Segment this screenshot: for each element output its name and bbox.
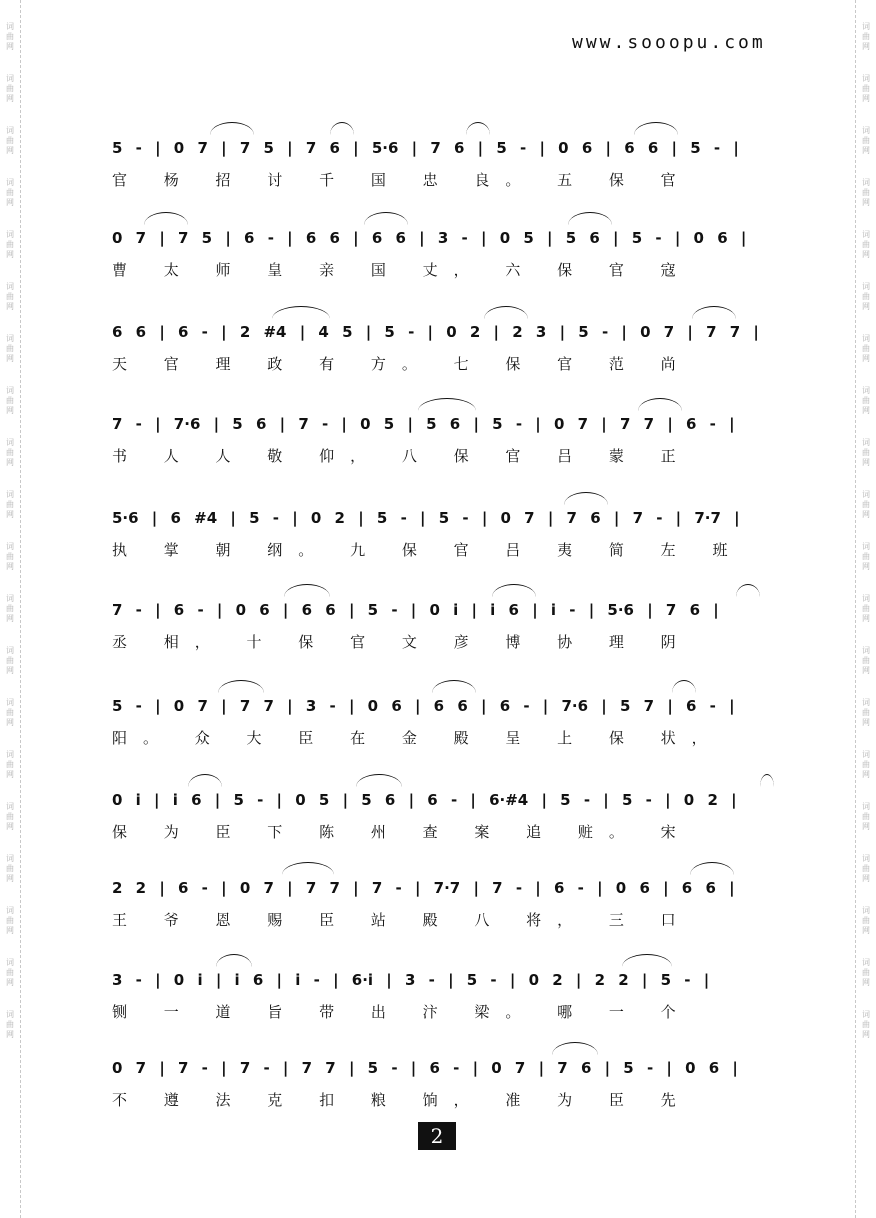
- lyrics-line: 铡 一 道 旨 带 出 汴 梁。 哪 一 个: [112, 1003, 692, 1021]
- notation-line: 0 7 | 7 - | 7 - | 7 7 | 5 - | 6 - | 0 7 | 7 6 | 5 - | 0 6 |: [112, 1059, 738, 1077]
- notation-line: 5·6 | 6 #4 | 5 - | 0 2 | 5 - | 5 - | 0 7 | 7 6 | 7 - | 7·7 |: [112, 509, 740, 527]
- notation-line: 5 - | 0 7 | 7 7 | 3 - | 0 6 | 6 6 | 6 - | 7·6 | 5 7 | 6 - |: [112, 697, 735, 715]
- lyrics-line: 阳。 众 大 臣 在 金 殿 呈 上 保 状，: [112, 729, 723, 747]
- margin-watermark: 词 曲 网: [6, 750, 14, 779]
- margin-watermark: 词 曲 网: [862, 646, 870, 675]
- margin-watermark: 词 曲 网: [6, 282, 14, 311]
- margin-watermark: 词 曲 网: [862, 282, 870, 311]
- margin-watermark: 词 曲 网: [6, 542, 14, 571]
- lyrics-line: 书 人 人 敬 仰， 八 保 官 吕 蒙 正: [112, 447, 692, 465]
- margin-watermark: 词 曲 网: [6, 906, 14, 935]
- margin-watermark: 词 曲 网: [6, 802, 14, 831]
- lyrics-line: 执 掌 朝 纲。 九 保 官 吕 夷 简 左 班: [112, 541, 744, 559]
- score-row: [112, 872, 772, 929]
- margin-watermark: 词 曲 网: [6, 1010, 14, 1039]
- lyrics-line: 丞 相， 十 保 官 文 彦 博 协 理 阴: [112, 633, 692, 651]
- margin-watermark: 词 曲 网: [862, 178, 870, 207]
- score-row: [112, 222, 772, 279]
- notation-line: 0 i | i 6 | 5 - | 0 5 | 5 6 | 6 - | 6·#4 | 5 - | 5 - | 0 2 |: [112, 791, 737, 809]
- score-row: [112, 690, 772, 747]
- margin-watermark: 词 曲 网: [862, 958, 870, 987]
- margin-watermark: 词 曲 网: [862, 22, 870, 51]
- notation-line: 0 7 | 7 5 | 6 - | 6 6 | 6 6 | 3 - | 0 5 | 5 6 | 5 - | 0 6 |: [112, 229, 747, 247]
- margin-watermark: 词 曲 网: [6, 230, 14, 259]
- margin-watermark: 词 曲 网: [862, 750, 870, 779]
- margin-watermark: 词 曲 网: [6, 438, 14, 467]
- score-row: [112, 784, 772, 841]
- notation-line: 3 - | 0 i | i 6 | i - | 6·i | 3 - | 5 - | 0 2 | 2 2 | 5 - |: [112, 971, 710, 989]
- score-row: [112, 132, 772, 189]
- score-row: [112, 964, 772, 1021]
- margin-watermark: 词 曲 网: [6, 126, 14, 155]
- margin-watermark: 词 曲 网: [862, 854, 870, 883]
- score-row: [112, 408, 772, 465]
- margin-watermark: 词 曲 网: [6, 74, 14, 103]
- margin-watermark: 词 曲 网: [862, 386, 870, 415]
- notation-line: 7 - | 6 - | 0 6 | 6 6 | 5 - | 0 i | i 6 | i - | 5·6 | 7 6 |: [112, 601, 719, 619]
- margin-watermark: 词 曲 网: [862, 126, 870, 155]
- margin-watermark: 词 曲 网: [6, 958, 14, 987]
- margin-watermark: 词 曲 网: [862, 438, 870, 467]
- margin-watermark: 词 曲 网: [862, 542, 870, 571]
- lyrics-line: 官 杨 招 讨 千 国 忠 良。 五 保 官: [112, 171, 692, 189]
- margin-watermark: 词 曲 网: [6, 594, 14, 623]
- margin-watermark: 词 曲 网: [6, 490, 14, 519]
- margin-watermark: 词 曲 网: [6, 22, 14, 51]
- lyrics-line: 保 为 臣 下 陈 州 查 案 追 赃。 宋: [112, 823, 692, 841]
- notation-line: 5 - | 0 7 | 7 5 | 7 6 | 5·6 | 7 6 | 5 - | 0 6 | 6 6 | 5 - |: [112, 139, 739, 157]
- lyrics-line: 天 官 理 政 有 方。 七 保 官 范 尚: [112, 355, 692, 373]
- margin-watermark: 词 曲 网: [862, 906, 870, 935]
- notation-line: 2 2 | 6 - | 0 7 | 7 7 | 7 - | 7·7 | 7 - | 6 - | 0 6 | 6 6 |: [112, 879, 735, 897]
- site-url: www.sooopu.com: [572, 32, 766, 53]
- margin-watermark: 词 曲 网: [6, 334, 14, 363]
- notation-line: 7 - | 7·6 | 5 6 | 7 - | 0 5 | 5 6 | 5 - | 0 7 | 7 7 | 6 - |: [112, 415, 735, 433]
- margin-watermark: 词 曲 网: [862, 490, 870, 519]
- margin-watermark: 词 曲 网: [6, 178, 14, 207]
- margin-watermark: 词 曲 网: [6, 646, 14, 675]
- margin-watermark: 词 曲 网: [6, 698, 14, 727]
- page-number: 2: [418, 1122, 456, 1150]
- right-margin-strip: [855, 0, 876, 1218]
- margin-watermark: 词 曲 网: [862, 594, 870, 623]
- lyrics-line: 曹 太 师 皇 亲 国 丈， 六 保 官 寇: [112, 261, 692, 279]
- margin-watermark: 词 曲 网: [862, 1010, 870, 1039]
- score-row: [112, 502, 772, 559]
- margin-watermark: 词 曲 网: [862, 698, 870, 727]
- score-row: [112, 1052, 772, 1109]
- margin-watermark: 词 曲 网: [6, 386, 14, 415]
- lyrics-line: 不 遵 法 克 扣 粮 饷， 准 为 臣 先: [112, 1091, 692, 1109]
- margin-watermark: 词 曲 网: [6, 854, 14, 883]
- margin-watermark: 词 曲 网: [862, 802, 870, 831]
- margin-watermark: 词 曲 网: [862, 334, 870, 363]
- score-row: [112, 594, 772, 651]
- left-margin-strip: [0, 0, 21, 1218]
- notation-line: 6 6 | 6 - | 2 #4 | 4 5 | 5 - | 0 2 | 2 3 | 5 - | 0 7 | 7 7 |: [112, 323, 759, 341]
- margin-watermark: 词 曲 网: [862, 74, 870, 103]
- lyrics-line: 王 爷 恩 赐 臣 站 殿 八 将， 三 口: [112, 911, 692, 929]
- score-row: [112, 316, 772, 373]
- margin-watermark: 词 曲 网: [862, 230, 870, 259]
